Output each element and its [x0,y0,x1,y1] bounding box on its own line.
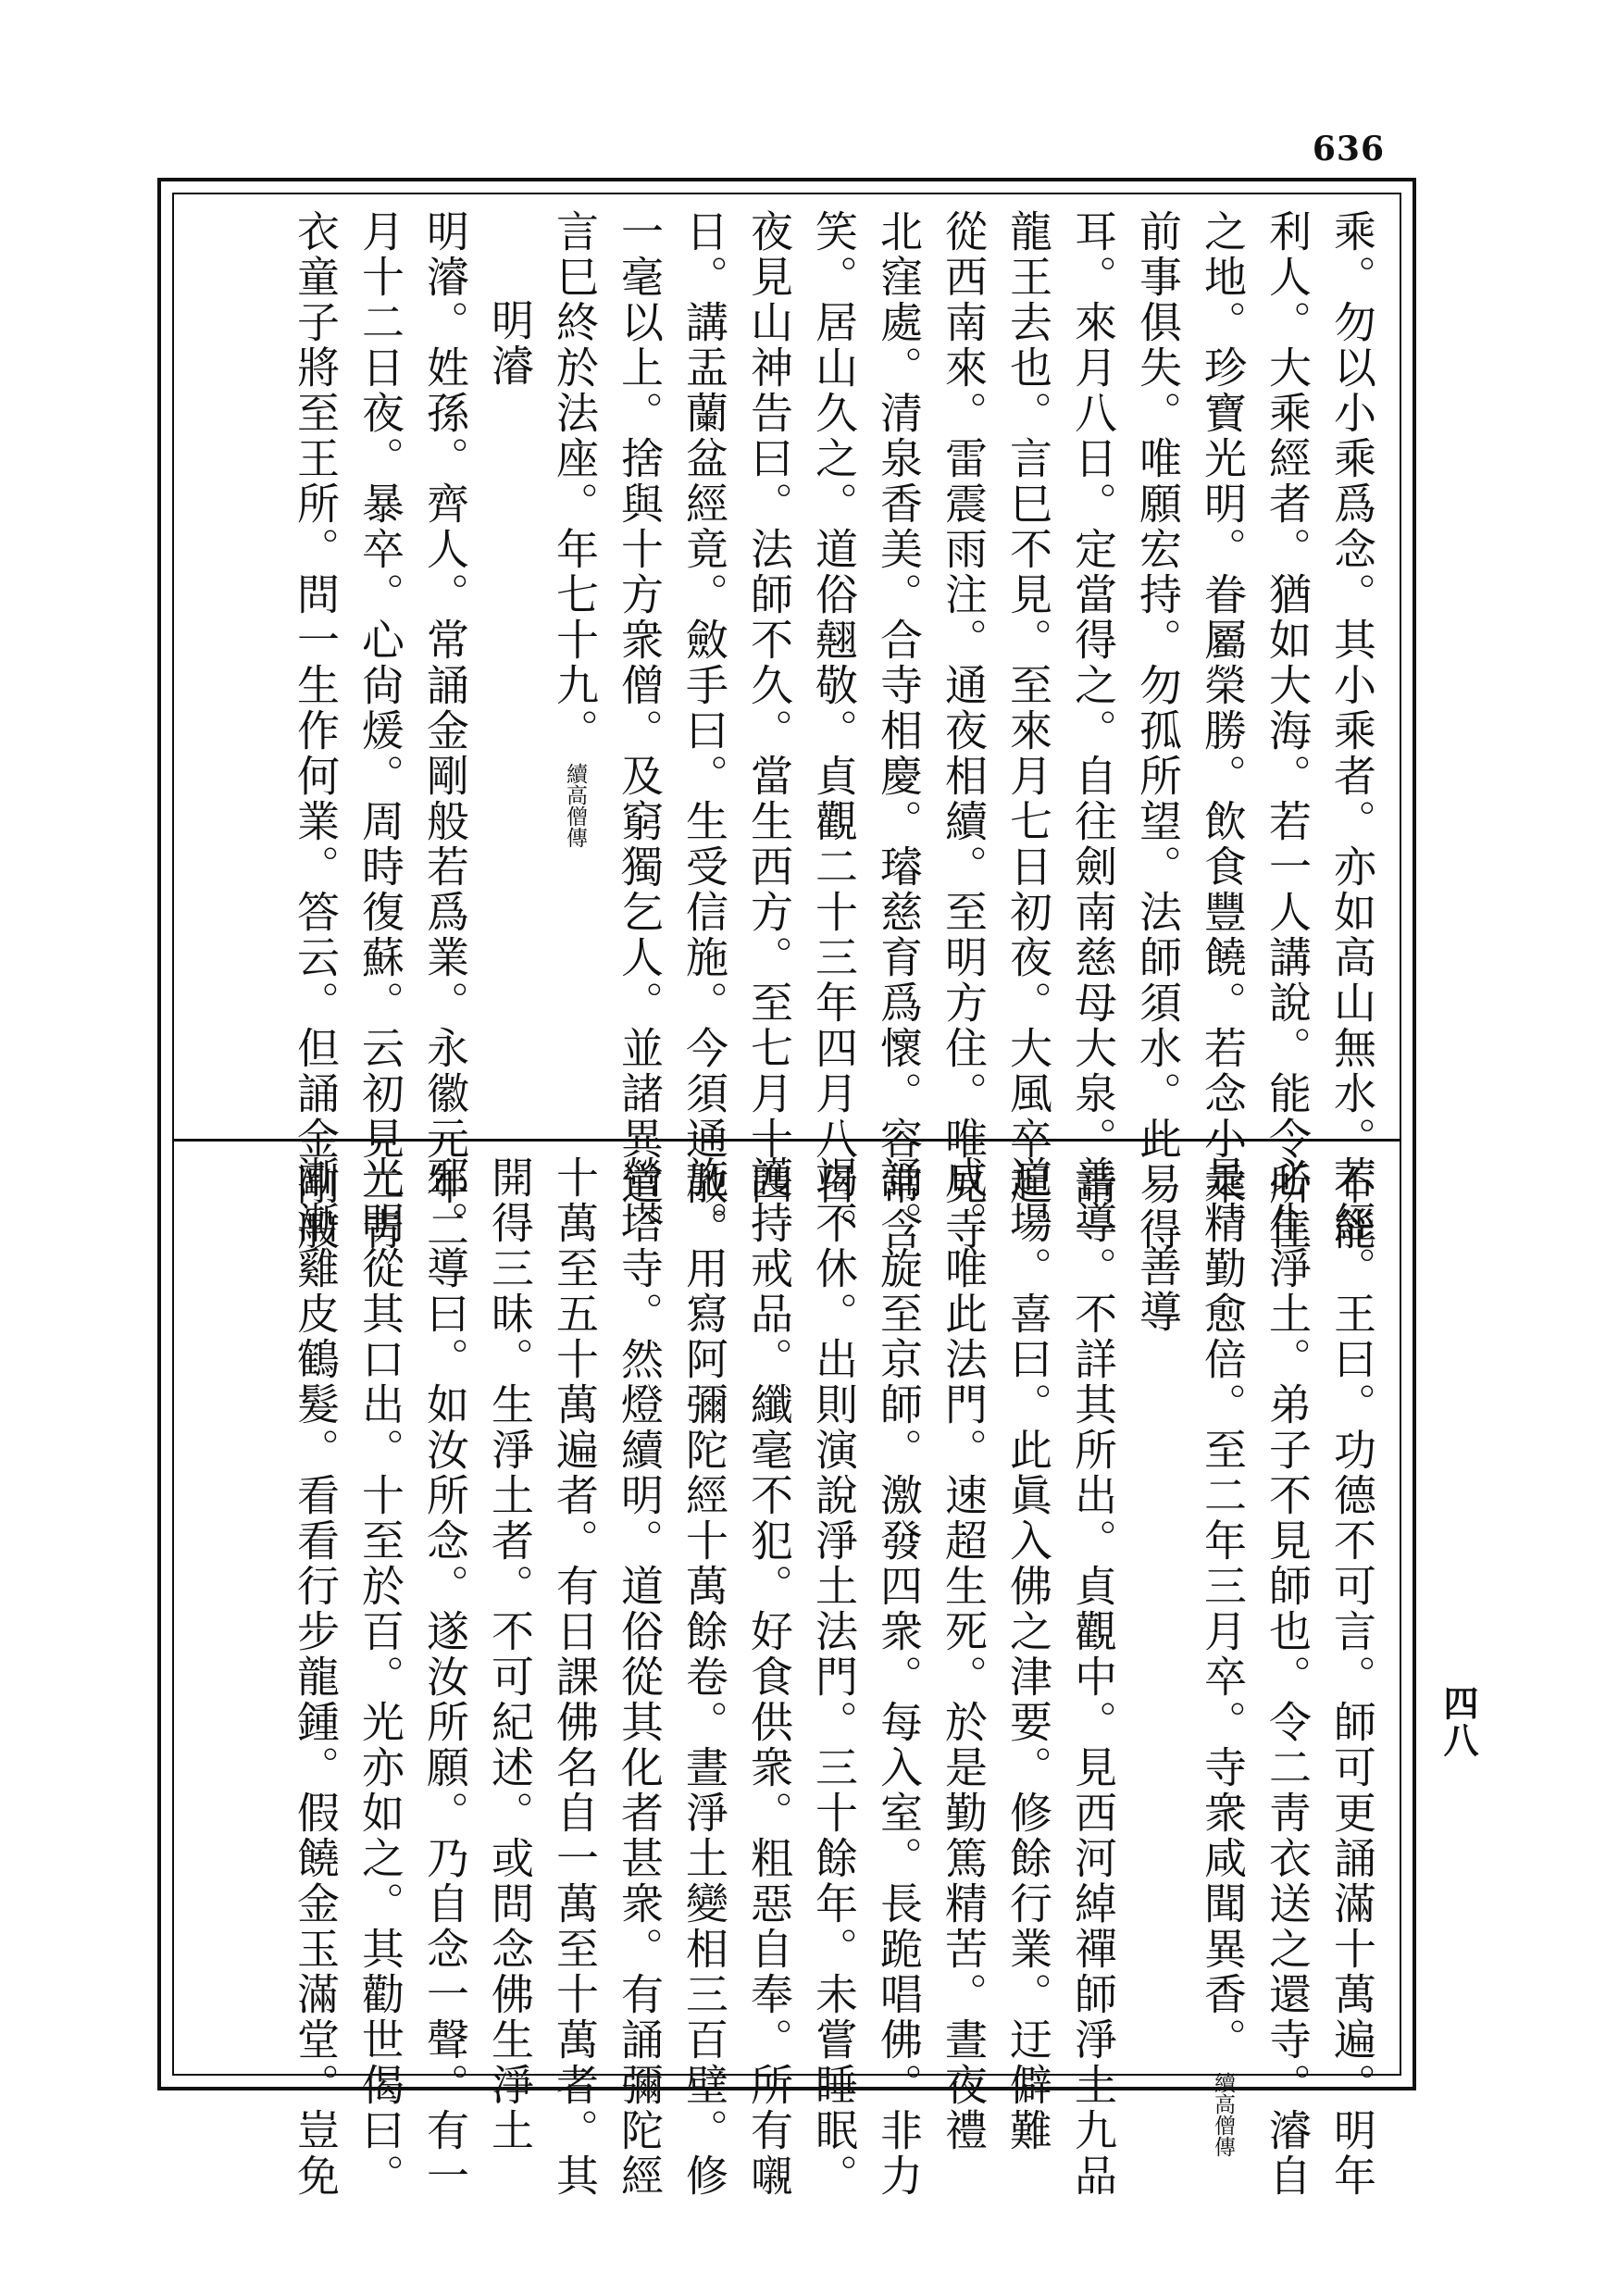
text-column [931,1155,996,2153]
column-text: 十萬至五十萬遍者。有日課佛名自一萬至十萬者。其 [550,1155,600,2199]
column-text: 耳。來月八日。定當得之。自往劍南慈母大泉。請一 [1068,209,1118,1253]
section-heading [478,209,542,1215]
column-text: 營塔寺。然燈續明。道俗從其化者甚衆。有誦彌陀經 [615,1155,665,2199]
column-text: 誦。旋至京師。激發四衆。每入室。長跪唱佛。非力 [874,1155,924,2199]
column-text: 必生淨土。弟子不見師也。令二靑衣送之還寺。濬自 [1263,1155,1313,2199]
text-column [996,1155,1061,2153]
lower-text-block [191,1155,1385,2199]
column-text: 乘。勿以小乘爲念。其小乘者。亦如高山無水。不能 [1327,209,1377,1253]
column-text: 施。用寫阿彌陀經十萬餘卷。晝淨土變相三百壁。修 [679,1155,729,2199]
text-column [542,1155,607,2199]
text-column [672,209,737,1253]
text-column [737,209,802,1207]
text-column [996,209,1061,1253]
column-text: 一毫以上。捨與十方衆僧。及窮獨乞人。並諸異道。 [615,209,665,1253]
text-column [866,1155,931,2199]
column-text: 善導。不詳其所出。貞觀中。見西河綽禪師淨土九品 [1068,1155,1118,2199]
column-text: 北窪處。清泉香美。合寺相慶。璿慈育爲懷。容常含 [874,209,924,1253]
text-column [737,1155,802,2199]
column-text: 成。唯此法門。速超生死。於是勤篤精苦。晝夜禮 [939,1155,989,2153]
text-column [802,209,866,1253]
text-column [607,1155,672,2199]
column-text: 邪。導曰。如汝所念。遂汝所願。乃自念一聲。有一 [420,1155,470,2199]
text-column [348,1155,413,2199]
text-column [931,209,996,1253]
text-column [413,1155,478,2199]
text-column [283,209,348,1253]
column-text: 明濬。姓孫。齊人。常誦金剛般若爲業。永徽元年二 [420,209,470,1253]
column-text: 光明從其口出。十至於百。光亦如之。其勸世偈曰。 [355,1155,405,2199]
text-column [1061,209,1126,1253]
column-text: 龍王去也。言巳不見。至來月七日初夜。大風卒起。 [1003,209,1053,1253]
text-column [802,1155,866,2199]
column-text: 開得三昧。生淨土者。不可紀述。或問念佛生淨土 [485,1155,535,2153]
column-text: 之地。珍寶光明。眷屬榮勝。飲食豐饒。若念小乘。 [1198,209,1248,1253]
text-column [413,209,478,1253]
text-column [542,209,607,1126]
column-text: 前事俱失。唯願宏持。勿孤所望。法師須水。此易得 [1133,209,1183,1253]
column-text: 衣童子將至王所。問一生作何業。答云。但誦金剛般 [291,209,341,1253]
text-column [283,1155,348,2199]
text-column [1320,1155,1385,2199]
text-column [1190,1155,1255,2157]
column-text: 言巳終於法座。年七十九。 [550,209,600,754]
text-column [607,209,672,1253]
section-heading-text: 善導 [1133,1244,1183,1335]
text-column [1255,209,1320,1253]
source-note: 續高僧傳 [563,763,587,848]
text-column [1061,1155,1126,2199]
section-heading [1126,1155,1190,2152]
section-heading-text: 明濬 [485,298,535,389]
upper-text-block [191,209,1385,1253]
column-text: 漸漸雞皮鶴髮。看看行步龍鍾。假饒金玉滿堂。豈免 [291,1155,341,2199]
text-column [672,1155,737,2199]
page-number: 636 [1312,130,1385,168]
column-text: 竭不休。出則演說淨土法門。三十餘年。未嘗睡眠。 [809,1155,859,2199]
source-note: 續高僧傳 [1211,2072,1235,2157]
text-column [348,209,413,1253]
column-text: 道場。喜曰。此眞入佛之津要。修餘行業。迂僻難 [1003,1155,1053,2153]
text-column [1190,209,1255,1253]
column-text: 從西南來。雷震雨注。通夜相續。至明方住。唯見寺 [939,209,989,1253]
column-text: 若經。王曰。功德不可言。師可更誦滿十萬遍。明年 [1327,1155,1377,2199]
text-column [1320,209,1385,1253]
column-text: 是精勤愈倍。至二年三月卒。寺衆咸聞異香。 [1198,1155,1248,2063]
column-text: 笑。居山久之。道俗翹敬。貞觀二十三年四月八日。 [809,209,859,1253]
side-folio: 四八 [1438,1685,1479,1759]
column-text: 月十二日夜。暴卒。心尙煖。周時復蘇。云初見二靑 [355,209,405,1253]
column-text: 夜見山神告曰。法師不久。當生西方。至七月十四 [744,209,794,1207]
text-column [1255,1155,1320,2199]
text-column [1126,209,1190,1253]
column-text: 日。講盂蘭盆經竟。斂手曰。生受信施。今須通散。 [679,209,729,1253]
column-text: 利人。大乘經者。猶如大海。若一人講說。能令所住 [1263,209,1313,1253]
column-text: 護持戒品。纖毫不犯。好食供衆。粗惡自奉。所有嚫 [744,1155,794,2199]
text-column [866,209,931,1253]
text-column [478,1155,542,2153]
